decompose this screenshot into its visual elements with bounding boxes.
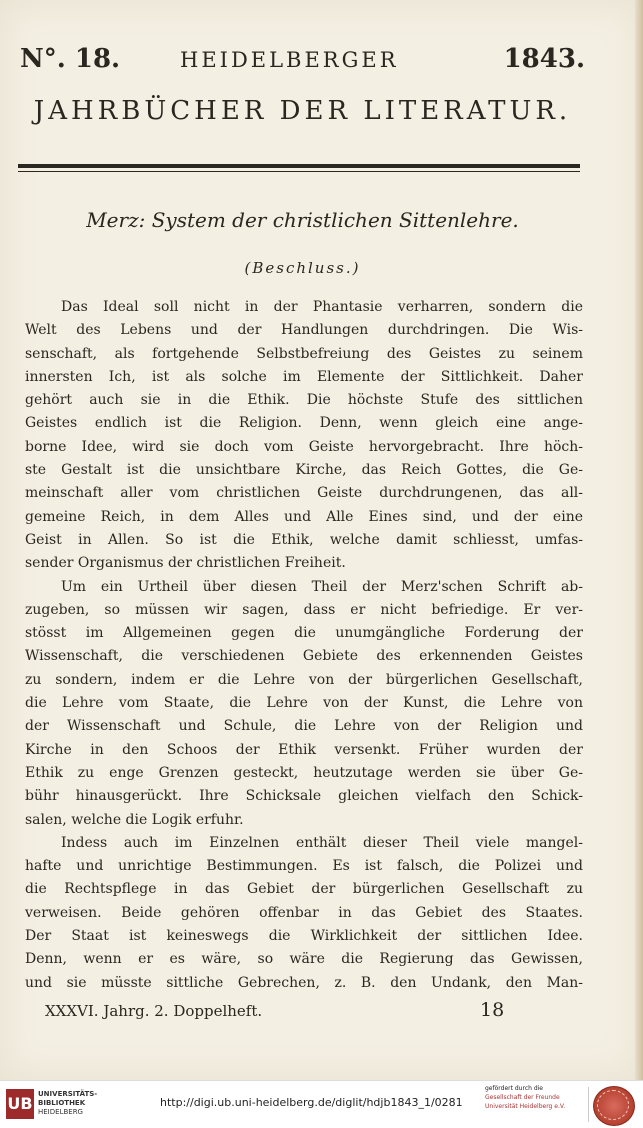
library-name-line2: BIBLIOTHEK — [38, 1099, 86, 1107]
footer-divider — [588, 1087, 589, 1122]
text-line: zugeben, so müssen wir sagen, dass er nicht befriedige. Er ver- — [25, 601, 583, 618]
text-line: salen, welche die Logik erfuhr. — [25, 811, 244, 828]
text-line: Ethik zu enge Grenzen gesteckt, heutzutage werden sie über Ge- — [25, 764, 583, 781]
text-line: Um ein Urtheil über diesen Theil der Merz'schen Schrift ab- — [61, 578, 583, 595]
text-line: gemeine Reich, in dem Alles und Alle Eines sind, und der eine — [25, 508, 583, 525]
seal-ring — [597, 1090, 629, 1120]
text-line: die Lehre vom Staate, die Lehre von der Kunst, die Lehre von — [25, 695, 583, 712]
text-line: senschaft, als fortgehende Selbstbefreiung des Geistes zu seinem — [25, 345, 583, 362]
text-line: und sie müsste sittliche Gebrechen, z. B. den Undank, den Man- — [25, 974, 583, 991]
sponsor-org-line2: Universität Heidelberg e.V. — [485, 1103, 566, 1110]
library-name — [38, 1090, 128, 1117]
text-line: borne Idee, wird sie doch vom Geiste hervorgebracht. Ihre höch- — [25, 438, 583, 455]
sponsor-label: gefördert durch die — [485, 1085, 543, 1092]
text-line: meinschaft aller vom christlichen Geiste durchdrungenen, das all- — [25, 485, 583, 502]
text-line: stösst im Allgemeinen gegen die unumgängliche Forderung der — [25, 625, 583, 642]
text-line: sender Organismus der christlichen Freiheit. — [25, 555, 346, 572]
header-rule-thin — [18, 171, 580, 172]
article-body — [25, 296, 583, 995]
text-line: Das Ideal soll nicht in der Phantasie verharren, sondern die — [61, 299, 583, 315]
page-number: 18 — [480, 999, 505, 1021]
text-line: Geistes endlich ist die Religion. Denn, wenn gleich eine ange- — [25, 415, 583, 432]
text-line: die Rechtspflege in das Gebiet der bürgerlichen Gesellschaft zu — [25, 881, 583, 898]
text-line: Welt des Lebens und der Handlungen durchdringen. Die Wis- — [25, 322, 583, 339]
library-logo-icon[interactable]: UB — [6, 1089, 34, 1119]
issue-year: 1843. — [503, 44, 585, 74]
text-line: Der Staat ist keineswegs die Wirklichkeit der sittlichen Idee. — [25, 928, 583, 945]
text-line: verweisen. Beide gehören offenbar in das Gebiet des Staates. — [25, 904, 583, 921]
sponsor-org-line1: Gesellschaft der Freunde — [485, 1094, 560, 1101]
permalink-url[interactable]: http://digi.ub.uni-heidelberg.de/diglit/hdjb1843_1/0281 — [160, 1096, 463, 1109]
text-line: Denn, wenn er es wäre, so wäre die Regierung das Gewissen, — [25, 951, 583, 968]
page-edge — [635, 0, 643, 1080]
article-title: Merz: System der christlichen Sittenlehre. — [86, 208, 519, 232]
library-name-line3: HEIDELBERG — [38, 1108, 83, 1116]
header-rule-thick — [18, 164, 580, 168]
text-line: innersten Ich, ist als solche im Elemente der Sittlichkeit. Daher — [25, 368, 583, 385]
text-line: der Wissenschaft und Schule, die Lehre von der Religion und — [25, 718, 583, 735]
journal-subtitle: JAHRBÜCHER DER LITERATUR. — [33, 96, 572, 126]
text-line: gehört auch sie in die Ethik. Die höchste Stufe des sittlichen — [25, 392, 583, 409]
text-line: zu sondern, indem er die Lehre von der bürgerlichen Gesellschaft, — [25, 671, 583, 688]
signature-line: XXXVI. Jahrg. 2. Doppelheft. — [45, 1002, 263, 1020]
issue-number: N°. 18. — [20, 44, 121, 74]
text-line: bühr hinausgerückt. Ihre Schicksale gleichen vielfach den Schick- — [25, 788, 583, 805]
viewer-footer — [0, 1080, 643, 1128]
text-line: Kirche in den Schoos der Ethik versenkt. Früher wurden der — [25, 741, 583, 758]
sponsor-credit — [485, 1084, 585, 1111]
text-line: hafte und unrichtige Bestimmungen. Es ist falsch, die Polizei und — [25, 858, 583, 875]
text-line: ste Gestalt ist die unsichtbare Kirche, das Reich Gottes, die Ge- — [25, 462, 583, 479]
text-line: Geist in Allen. So ist die Ethik, welche damit schliesst, umfas- — [25, 531, 583, 548]
text-line: Wissenschaft, die verschiedenen Gebiete des erkennenden Geistes — [25, 648, 583, 665]
journal-header — [20, 44, 585, 84]
text-line: Indess auch im Einzelnen enthält dieser Theil viele mangel- — [61, 834, 583, 851]
article-subtitle: (Beschluss.) — [244, 259, 361, 277]
library-name-line1: UNIVERSITÄTS- — [38, 1090, 98, 1098]
journal-name: HEIDELBERGER — [180, 48, 399, 72]
